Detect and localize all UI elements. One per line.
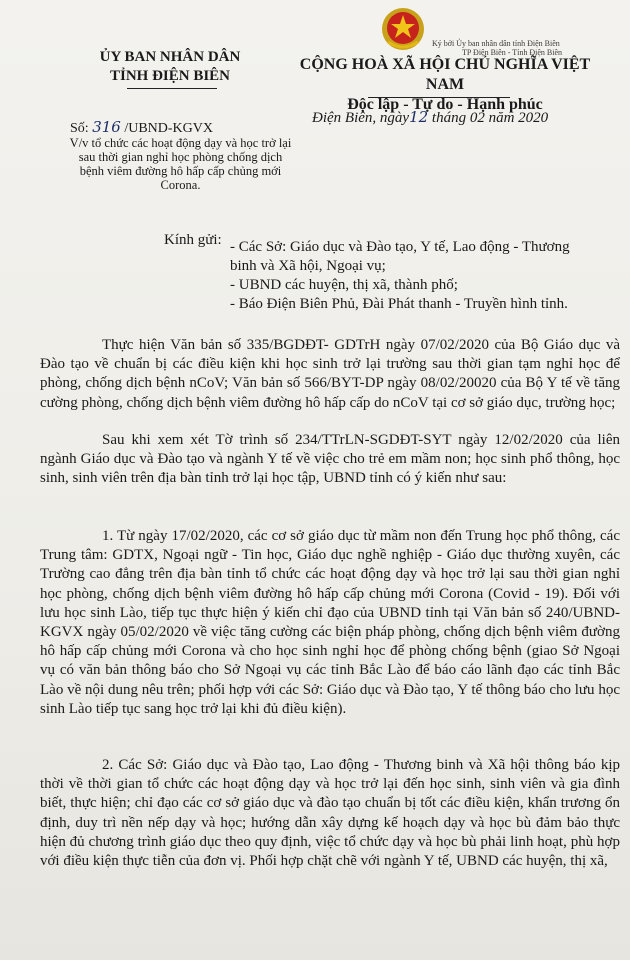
issuing-authority [70,48,270,86]
authority-line-2: TỈNH ĐIỆN BIÊN [109,68,231,84]
doc-number-suffix: /UBND-KGVX [124,121,213,136]
header-underline-right [368,97,510,98]
recipient-item-2: - UBND các huyện, thị xã, thành phố; [230,277,458,293]
date-suffix: tháng 02 năm 2020 [431,110,549,126]
recipient-item-1-cont: binh và Xã hội, Ngoại vụ; [230,258,386,274]
date-day-handwritten: 12 [409,108,429,126]
paragraph-3: 1. Từ ngày 17/02/2020, các cơ sở giáo dục từ mầm non đến Trung học phổ thông, các Trung tâm: GDTX, Ngoại ngữ - Tin học, Giáo dục nghề nghiệp - Giáo dục thường xuyên, các Trường cao đẳng trên địa bàn tỉnh tổ chức các hoạt động dạy và học trở lại sau thời gian nghỉ học phòng, chống dịch bệnh viêm đường hô hấp cấp chủng mới Corona (Covid - 19). Đối với lưu học sinh Lào, tiếp tục thực hiện ý kiến chỉ đạo của UBND tỉnh tại Văn bản số 240/UBND-KGVX ngày 05/02/2020 về việc tăng cường các biện pháp phòng, chống dịch bệnh viêm đường hô hấp cấp chủng mới Corona và cho học sinh nghỉ học để phòng chống bệnh (giao Sở Ngoại vụ có văn bản thông báo cho Sở Ngoại vụ các tỉnh Bắc Lào để báo cáo lãnh đạo các tỉnh Bắc Lào về nội dung nêu trên; phối hợp với các Sở: Giáo dục và Đào tạo, Y tế thông báo cho lưu học sinh Lào tiếp tục sang học trở lại khi đủ điều kiện). [40,528,620,717]
motto: Độc lập - Tự do - Hạnh phúc [347,96,543,113]
header-underline-left [127,88,217,89]
document-subject: V/v tổ chức các hoạt động dạy và học trở lại sau thời gian nghỉ học phòng chống dịch bệnh viêm đường hô hấp cấp chủng mới Corona. [69,136,292,192]
paragraph-1: Thực hiện Văn bản số 335/BGDĐT- GDTrH ngày 07/02/2020 của Bộ Giáo dục và Đào tạo về chuẩn bị các điều kiện khi học sinh trở lại trường sau thời gian tạm nghỉ học để phòng, chống dịch bệnh nCoV; Văn bản số 566/BYT-DP ngày 08/02/20020 của Bộ Y tế về tăng cường phòng, chống dịch bệnh viêm đường hô hấp cấp do nCoV tại cơ sở giáo dục, trường học; [40,337,620,411]
paragraph-4: 2. Các Sở: Giáo dục và Đào tạo, Lao động - Thương binh và Xã hội thông báo kịp thời về thời gian tổ chức các hoạt động dạy và học trở lại đến học sinh, sinh viên và gia đình biết, thực hiện; chỉ đạo các cơ sở giáo dục và đào tạo chuẩn bị tốt các điều kiện, khẩn trương ổn định, duy trì nền nếp dạy và học; hướng dẫn xây dựng kế hoạch dạy và học bù đảm bảo thực hiện đủ chương trình giáo dục theo quy định, việc tổ chức dạy và học bù phải linh hoạt, phù hợp với điều kiện thực tiễn của đơn vị. Phối hợp chặt chẽ với ngành Y tế, UBND các huyện, thị xã, [40,757,620,870]
national-motto [280,55,610,115]
doc-number-handwritten: 316 [92,118,121,136]
stamp-line-1: Ký bởi Ủy ban nhân dân tỉnh Điện Biên [432,39,560,48]
document-number [70,118,213,137]
paragraph-2: Sau khi xem xét Tờ trình số 234/TTrLN-SGDĐT-SYT ngày 12/02/2020 của liên ngành Giáo dục và Đào tạo và ngành Y tế về việc cho trẻ em mầm non; học sinh phổ thông, học sinh, sinh viên trên địa bàn tỉnh trở lại học tập, UBND tỉnh có ý kiến như sau: [40,432,620,487]
recipient-item-1: - Các Sở: Giáo dục và Đào tạo, Y tế, Lao động - Thương [230,239,570,255]
national-emblem-icon [380,6,426,52]
recipient-item-3: - Báo Điện Biên Phủ, Đài Phát thanh - Truyền hình tỉnh. [230,296,568,312]
date-prefix: Điện Biên, ngày [312,110,410,126]
country-name: CỘNG HOÀ XÃ HỘI CHỦ NGHĨA VIỆT NAM [299,56,591,93]
recipients-label: Kính gửi: [164,232,222,248]
doc-number-prefix: Số: [70,121,89,136]
document-date [312,108,548,127]
authority-line-1: ỦY BAN NHÂN DÂN [99,49,241,65]
stamp-line-2: TP Điện Biên - Tỉnh Điện Biên [462,48,562,57]
